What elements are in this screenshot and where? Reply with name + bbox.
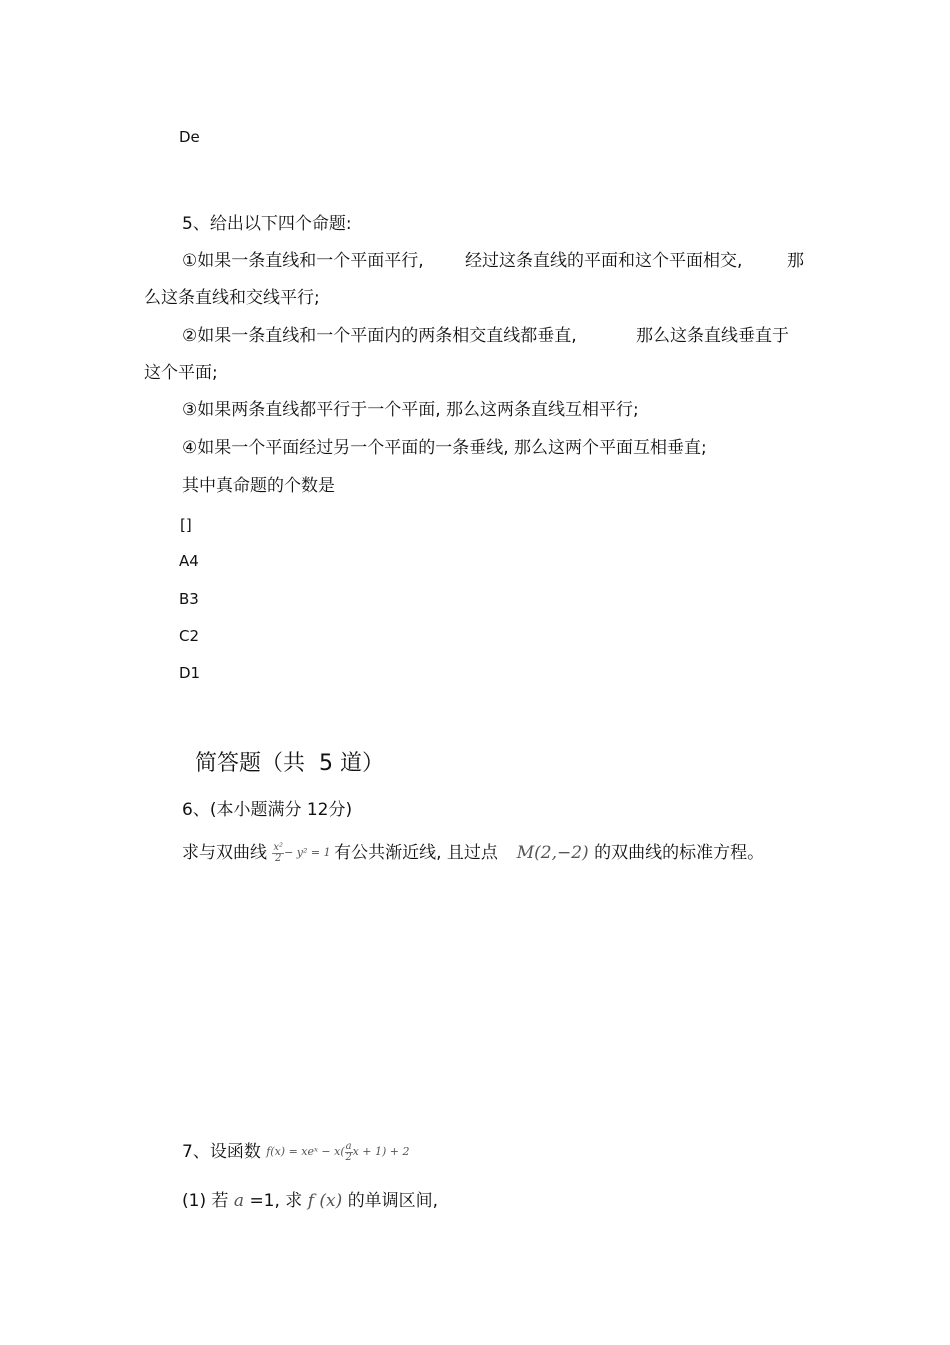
q7-function-part-b: x + 1) + 2 — [352, 1145, 410, 1158]
q6-hyperbola-equation — [272, 841, 334, 864]
q7-part1-variable: a — [233, 1191, 245, 1211]
q6-equation-numerator: x² — [273, 841, 284, 853]
q6-equation-rest: − y² = 1 — [284, 846, 331, 859]
q5-option-d: D1 — [179, 664, 201, 682]
q7-function-denominator: 2 — [345, 1151, 352, 1163]
q7-function-definition — [266, 1140, 410, 1163]
section-heading-part-a: 简答题（共 — [195, 751, 306, 776]
q6-equation-denominator: 2 — [275, 852, 282, 864]
q5-title: 5、给出以下四个命题: — [182, 214, 352, 234]
q5-proposition-1-continuation: 么这条直线和交线平行; — [144, 288, 320, 308]
q7-part1-function: f (x) — [307, 1191, 343, 1211]
q7-function-fraction — [345, 1142, 353, 1163]
q5-option-a: A4 — [179, 552, 199, 570]
q7-part1-text-b: =1, 求 — [249, 1191, 303, 1211]
q5-proposition-1-part-b: 经过这条直线的平面和这个平面相交, — [465, 251, 743, 271]
q5-proposition-2-continuation: 这个平面; — [144, 363, 218, 383]
section-heading-part-b: 5 道） — [319, 751, 385, 776]
q6-text-line — [182, 842, 764, 864]
q5-proposition-1-part-c: 那 — [787, 251, 804, 271]
q5-proposition-2-part-a: ②如果一条直线和一个平面内的两条相交直线都垂直, — [182, 326, 577, 346]
q5-option-c: C2 — [179, 627, 200, 645]
section-heading — [195, 750, 384, 778]
q7-header-line — [182, 1141, 410, 1163]
q5-proposition-3: ③如果两条直线都平行于一个平面, 那么这两条直线互相平行; — [182, 400, 639, 420]
q5-proposition-4: ④如果一个平面经过另一个平面的一条垂线, 那么这两个平面互相垂直; — [182, 438, 707, 458]
q6-text-part-c: 的双曲线的标准方程。 — [594, 843, 765, 863]
q5-proposition-1-part-a: ①如果一条直线和一个平面平行, — [182, 251, 424, 271]
q6-text-part-a: 求与双曲线 — [182, 843, 267, 863]
q5-answer-bracket: [] — [180, 516, 192, 534]
q6-point: M(2,−2) — [516, 843, 589, 863]
q6-text-part-b: 有公共渐近线, 且过点 — [334, 843, 498, 863]
q5-proposition-2-part-b: 那么这条直线垂直于 — [636, 326, 789, 346]
q7-part1-text-c: 的单调区间, — [347, 1191, 439, 1211]
q7-part1-line — [182, 1190, 438, 1212]
q7-part1-text-a: (1) 若 — [182, 1191, 229, 1211]
q6-equation-fraction — [272, 843, 284, 864]
q5-question: 其中真命题的个数是 — [182, 476, 335, 496]
q5-option-b: B3 — [179, 590, 199, 608]
q7-header: 7、设函数 — [182, 1142, 261, 1162]
previous-option-d: De — [179, 128, 200, 146]
q7-function-part-a: f(x) = xeˣ − x( — [266, 1145, 345, 1158]
q6-header: 6、(本小题满分 12分) — [182, 800, 353, 820]
q7-function-numerator: a — [345, 1140, 352, 1152]
